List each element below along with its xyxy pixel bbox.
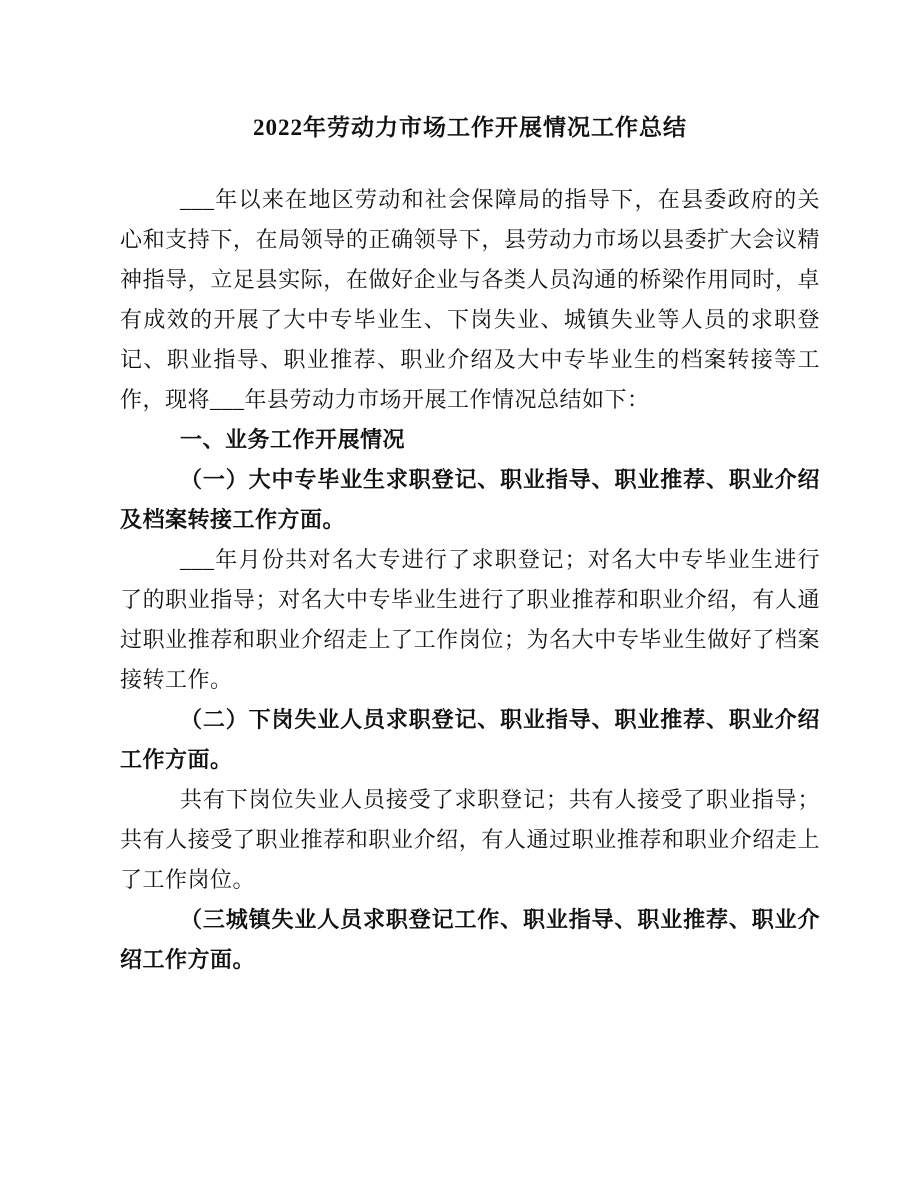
- document-title: 2022年劳动力市场工作开展情况工作总结: [253, 115, 687, 140]
- paragraph: 共有下岗位失业人员接受了求职登记；共有人接受了职业指导；共有人接受了职业推荐和职业介绍，有人通过职业推荐和职业介绍走上了工作岗位。: [120, 787, 820, 892]
- section-heading: （三城镇失业人员求职登记工作、职业指导、职业推荐、职业介绍工作方面。: [120, 907, 820, 972]
- section-heading: （一）大中专毕业生求职登记、职业指导、职业推荐、职业介绍及档案转接工作方面。: [120, 467, 820, 532]
- paragraph: ___年以来在地区劳动和社会保障局的指导下，在县委政府的关心和支持下，在局领导的正确领导下，县劳动力市场以县委扩大会议精神指导，立足县实际，在做好企业与各类人员沟通的桥梁作用同时，卓有成效的开展了大中专毕业生、下岗失业、城镇失业等人员的求职登记、职业指导、职业推荐、职业介绍及大中专毕业生的档案转接等工作，现将___年县劳动力市场开展工作情况总结如下：: [120, 187, 820, 412]
- paragraph: ___年月份共对名大专进行了求职登记；对名大中专毕业生进行了的职业指导；对名大中专毕业生进行了职业推荐和职业介绍，有人通过职业推荐和职业介绍走上了工作岗位；为名大中专毕业生做好了档案接转工作。: [120, 547, 820, 692]
- section-heading: 一、业务工作开展情况: [180, 427, 406, 452]
- document-body: [120, 180, 820, 980]
- section-heading: （二）下岗失业人员求职登记、职业指导、职业推荐、职业介绍工作方面。: [120, 707, 820, 772]
